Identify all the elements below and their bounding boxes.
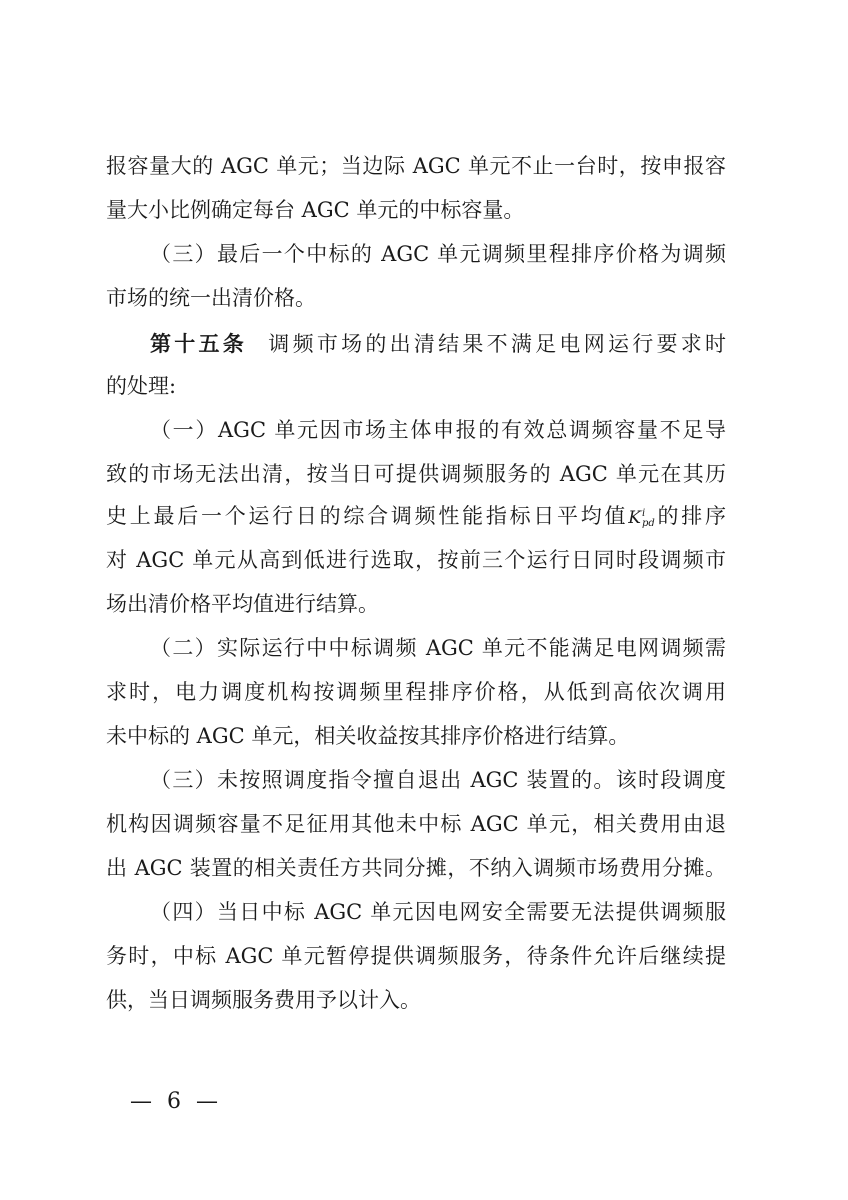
text-line-3: （三）最后一个中标的 AGC 单元调频里程排序价格为调频 [150,242,726,266]
article-text: 调频市场的出清结果不满足电网运行要求时 [265,332,726,356]
text-line-16: （三）未按照调度指令擅自退出 AGC 装置的。该时段调度 [150,768,726,792]
formula-symbol: K [628,508,641,528]
text-line-10-part-1: 史上最后一个运行日的综合调频性能指标日平均值 [106,504,629,528]
text-line-10-part-2: 的排序 [654,504,726,528]
kpd-formula [628,508,655,528]
text-line-1: 报容量大的 AGC 单元；当边际 AGC 单元不止一台时，按申报容 [106,154,726,178]
text-line-10 [106,502,726,532]
page-number: — 6 — [130,1089,222,1114]
article-heading-line [150,330,726,358]
text-line-15: 未中标的 AGC 单元，相关收益按其排序价格进行结算。 [106,724,630,748]
text-line-21: 供，当日调频服务费用予以计入。 [106,988,421,1012]
text-line-17: 机构因调频容量不足征用其他未中标 AGC 单元，相关费用由退 [106,812,726,836]
text-line-12: 场出清价格平均值进行结算。 [106,592,379,616]
text-line-11: 对 AGC 单元从高到低进行选取，按前三个运行日同时段调频市 [106,548,726,572]
text-line-19: （四）当日中标 AGC 单元因电网安全需要无法提供调频服 [150,900,726,924]
article-title: 第十五条 [150,332,248,356]
text-line-2: 量大小比例确定每台 AGC 单元的中标容量。 [106,198,525,222]
text-line-13: （二）实际运行中中标调频 AGC 单元不能满足电网调频需 [150,636,726,660]
text-line-8: （一）AGC 单元因市场主体申报的有效总调频容量不足导 [150,418,726,442]
text-line-4: 市场的统一出清价格。 [106,286,316,310]
text-line-18: 出 AGC 装置的相关责任方共同分摊，不纳入调频市场费用分摊。 [106,856,726,880]
text-line-9: 致的市场无法出清，按当日可提供调频服务的 AGC 单元在其历 [106,462,726,486]
text-line-14: 求时，电力调度机构按调频里程排序价格，从低到高依次调用 [106,680,726,704]
text-line-20: 务时，中标 AGC 单元暂停提供调频服务，待条件允许后继续提 [106,944,726,968]
formula-superscript: i [641,507,646,519]
text-line-7: 的处理: [106,374,177,398]
formula-subscript: pd [641,517,655,529]
